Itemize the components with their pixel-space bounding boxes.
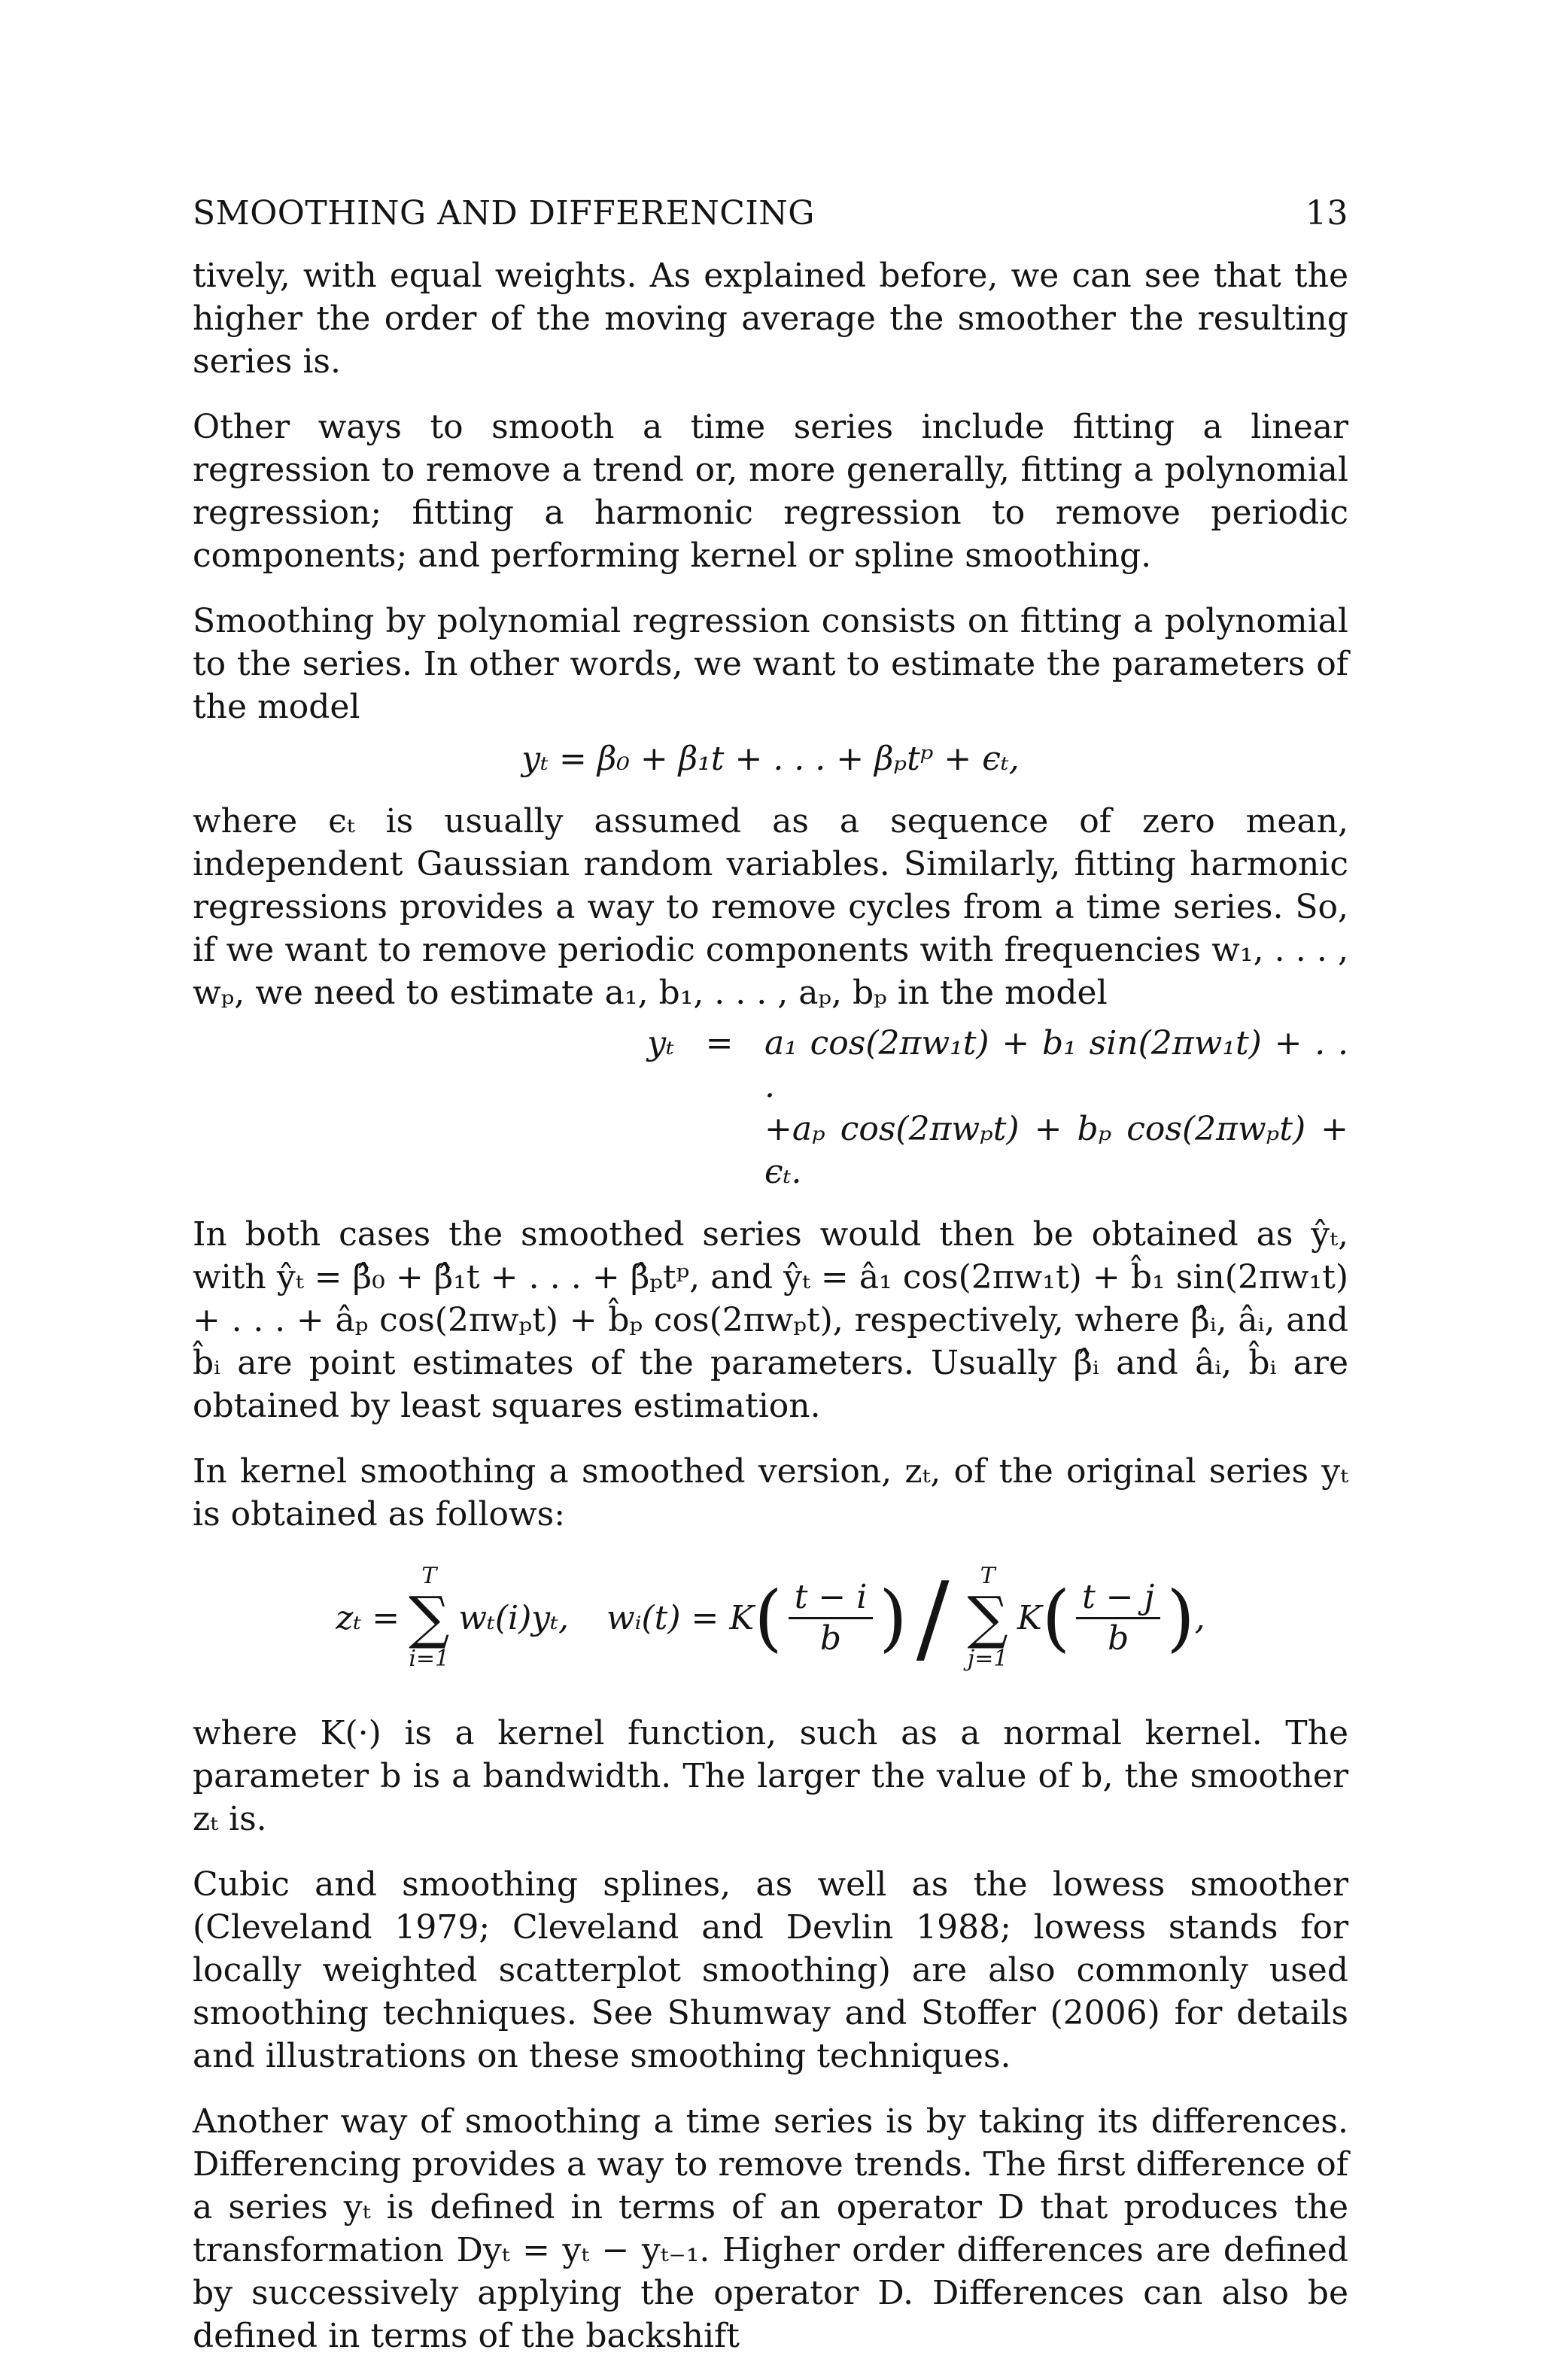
paragraph: Smoothing by polynomial regression consists on fitting a polynomial to the series. In other words, we want to estimate the parameters of the model (193, 602, 1348, 726)
right-paren: ) (1166, 1576, 1195, 1660)
equation-line (193, 1022, 1348, 1108)
running-header (193, 194, 1348, 233)
kernel-smoothing-equation (193, 1539, 1348, 1697)
division-slash: / (916, 1561, 950, 1675)
left-paren: ( (1041, 1576, 1071, 1660)
paragraph: In both cases the smoothed series would then be obtained as ŷₜ, with ŷₜ = β̂₀ + β̂₁t + . . . + β̂ₚtᵖ, and ŷₜ = â₁ cos(2πw₁t) + b̂₁ sin(2πw₁t) + . . . + âₚ cos(2πwₚt) + b̂ₚ cos(2πwₚt), respectively, where β̂ᵢ, âᵢ, and b̂ᵢ are point estimates of the parameters. Usually β̂ᵢ and âᵢ, b̂ᵢ are obtained by least squares estimation. (193, 1215, 1348, 1425)
trailing-comma: , (1194, 1598, 1205, 1637)
equation-rhs-line2: +aₚ cos(2πwₚt) + bₚ cos(2πwₚt) + ϵₜ. (764, 1110, 1348, 1191)
paragraph: Another way of smoothing a time series is by taking its differences. Differencing provides a way to remove trends. The first difference of a series yₜ is defined in terms of an operator D that produces the transformation Dyₜ = yₜ − yₜ₋₁. Higher order differences are defined by successively applying the operator D. Differences can also be defined in terms of the backshift (193, 2102, 1348, 2355)
left-paren: ( (754, 1576, 783, 1660)
sum-lower-limit: i=1 (409, 1646, 450, 1672)
paragraph: where K(·) is a kernel function, such as a normal kernel. The parameter b is a bandwidth. The larger the value of b, the smoother zₜ is. (193, 1714, 1348, 1838)
fraction-t-minus-i (789, 1578, 874, 1658)
sum-upper-limit: T (421, 1563, 437, 1589)
fraction-numerator: t − i (789, 1578, 874, 1619)
polynomial-model-equation: yₜ = β₀ + β₁t + . . . + βₚtᵖ + ϵₜ, (521, 740, 1020, 778)
sum-upper-limit: T (980, 1563, 995, 1589)
kernel-function: K (1017, 1598, 1042, 1637)
kernel-lhs: zₜ = (336, 1598, 400, 1637)
harmonic-model-equation (193, 1022, 1348, 1193)
chapter-title: SMOOTHING AND DIFFERENCING (193, 194, 815, 233)
fraction-denominator: b (819, 1619, 842, 1658)
paragraph: Other ways to smooth a time series include fitting a linear regression to remove a trend or, more generally, fitting a polynomial regression; fitting a harmonic regression to remove periodic components; and performing kernel or spline smoothing. (193, 408, 1348, 575)
sum-lower-limit: j=1 (967, 1646, 1008, 1672)
fraction-denominator: b (1108, 1619, 1129, 1658)
page-body (193, 254, 1348, 2380)
equation-line (193, 1108, 1348, 1193)
sigma-symbol: ∑ (409, 1584, 450, 1651)
right-paren: ) (879, 1576, 907, 1660)
weight-lhs: wᵢ(t) = K (606, 1598, 755, 1637)
summation-i (409, 1564, 449, 1672)
paragraph: where ϵₜ is usually assumed as a sequence of zero mean, independent Gaussian random variables. Similarly, fitting harmonic regressions provides a way to remove cycles from a time series. So, if we want to remove periodic components with frequencies w₁, . . . , wₚ, we need to estimate a₁, b₁, . . . , aₚ, bₚ in the model (193, 802, 1348, 1012)
paragraph: tively, with equal weights. As explained before, we can see that the higher the order of the moving average the smoother the resulting series is. (193, 257, 1348, 381)
equation-rhs-line1: a₁ cos(2πw₁t) + b₁ sin(2πw₁t) + . . . (764, 1024, 1348, 1105)
paragraph: In kernel smoothing a smoothed version, zₜ, of the original series yₜ is obtained as follows: (193, 1452, 1348, 1533)
equation-lhs: yₜ (647, 1024, 674, 1062)
page-number: 13 (1305, 194, 1348, 233)
summation-j (968, 1564, 1008, 1672)
sigma-symbol: ∑ (967, 1584, 1008, 1651)
equals-sign: = (705, 1024, 734, 1062)
kernel-term: wₜ(i)yₜ, (458, 1598, 569, 1637)
fraction-t-minus-j (1076, 1578, 1160, 1658)
paragraph: Cubic and smoothing splines, as well as the lowess smoother (Cleveland 1979; Cleveland and Devlin 1988; lowess stands for locally weighted scatterplot smoothing) are also commonly used smoothing techniques. See Shumway and Stoffer (2006) for details and illustrations on these smoothing techniques. (193, 1865, 1348, 2075)
fraction-numerator: t − j (1076, 1578, 1160, 1619)
